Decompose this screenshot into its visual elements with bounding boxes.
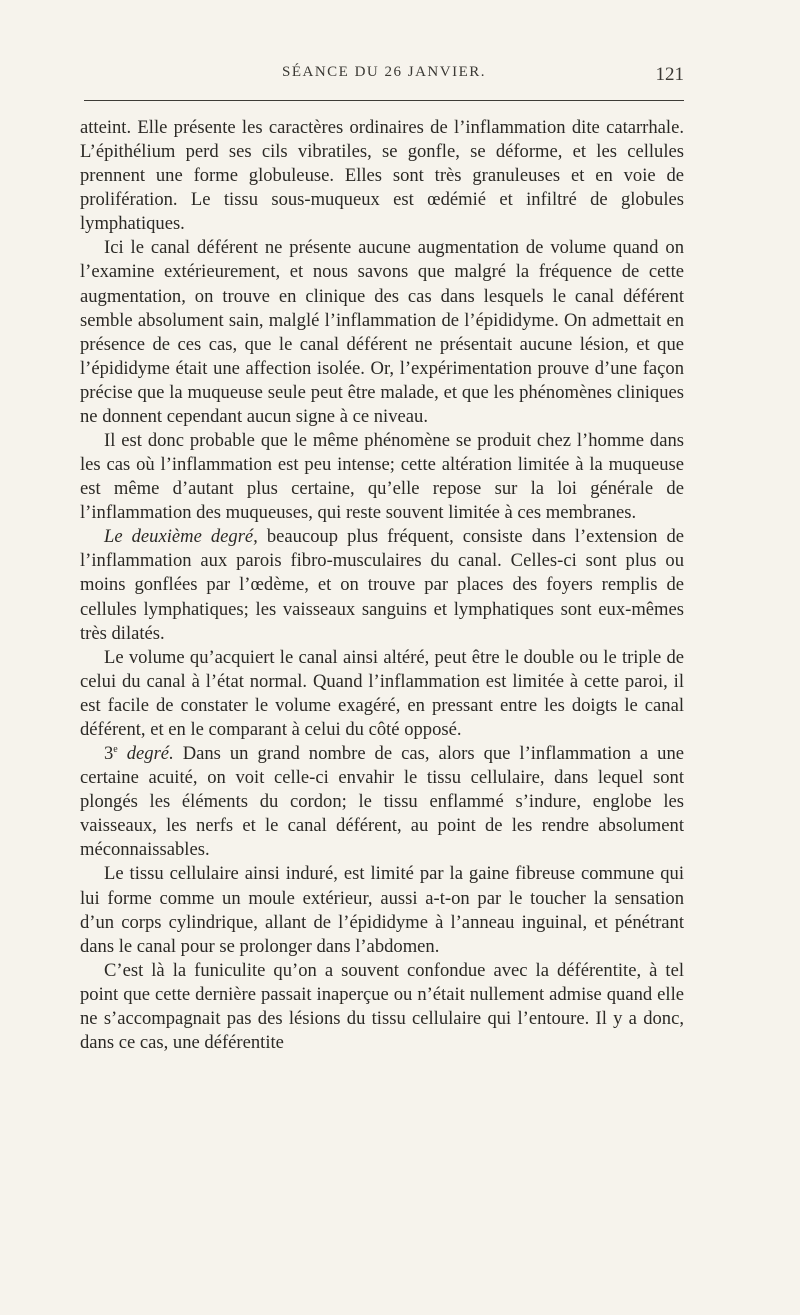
paragraph-1: atteint. Elle présente les caractères ordinaires de l’inflammation dite catarrhale. L’épithélium perd ses cils vibratiles, se gonfle, se déforme, et les cellules prennent une forme globuleuse. Elles sont très granuleuses et en voie de prolifération. Le tissu sous-muqueux est œdémié et infiltré de globules lymphatiques. [80,117,684,235]
paragraph-6-text: Dans un grand nombre de cas, alors que l’inflammation a une certaine acuité, on voit celle-ci envahir le tissu cellulaire, dans lequel sont plongés les éléments du cordon; le tissu enflammé s’indure, englobe les vaisseaux, les nerfs et le canal déférent, au point de les rendre absolument méconnaissables. [80,743,684,861]
header-rule [84,100,684,101]
paragraph-4-italic-heading: Le deuxième degré, [104,526,258,548]
paragraph-2: Ici le canal déférent ne présente aucune augmentation de volume quand on l’examine extérieurement, et nous savons que malgré la fréquence de cette augmentation, on trouve en clinique des cas dans lesquels le canal déférent semble absolument sain, malglé l’inflammation de l’épididyme. On admettait en présence de ces cas, que le canal déférent ne présentait aucune lésion, et que l’épididyme était une affection isolée. Or, l’expérimentation prouve d’une façon précise que la muqueuse seule peut être malade, et que les phénomènes cliniques ne donnent cependant aucun signe à ce niveau. [80,237,684,427]
page-number: 121 [655,64,684,85]
page-header [84,64,684,88]
paragraph-6 [80,742,684,862]
paragraph-6-superscript: e [113,743,118,755]
running-title: SÉANCE DU 26 JANVIER. [282,64,486,80]
paragraph-4 [80,525,684,645]
paragraph-4-text: beaucoup plus fréquent, consiste dans l’extension de l’inflammation aux parois fibro-musculaires du canal. Celles-ci sont plus ou moins gonflées par l’œdème, et on trouve par places des foyers remplis de cellules lymphatiques; les vaisseaux sanguins et lymphatiques sont eux-mêmes très dilatés. [80,526,684,644]
body-text [80,116,684,1055]
paragraph-7: Le tissu cellulaire ainsi induré, est limité par la gaine fibreuse commune qui lui forme comme un moule extérieur, aussi a-t-on par le toucher la sensation d’un corps cylindrique, allant de l’épididyme à l’anneau inguinal, et pénétrant dans le canal pour se prolonger dans l’abdomen. [80,863,684,957]
paragraph-6-italic-heading: degré. [117,743,174,765]
paragraph-8: C’est là la funiculite qu’on a souvent confondue avec la déférentite, à tel point que cette dernière passait inaperçue ou n’était nullement admise quand elle ne s’accompagnait pas des lésions du tissu cellulaire qui l’entoure. Il y a donc, dans ce cas, une déférentite [80,959,684,1053]
paragraph-5: Le volume qu’acquiert le canal ainsi altéré, peut être le double ou le triple de celui du canal à l’état normal. Quand l’inflammation est limitée à cette paroi, il est facile de constater le volume exagéré, en pressant entre les doigts le canal déférent, et en le comparant à celui du côté opposé. [80,646,684,740]
paragraph-6-number: 3 [104,743,114,765]
paragraph-3: Il est donc probable que le même phénomène se produit chez l’homme dans les cas où l’inflammation est peu intense; cette altération limitée à la muqueuse est même d’autant plus certaine, qu’elle repose sur la loi générale de l’inflammation des muqueuses, qui reste souvent limitée à ces membranes. [80,430,684,524]
